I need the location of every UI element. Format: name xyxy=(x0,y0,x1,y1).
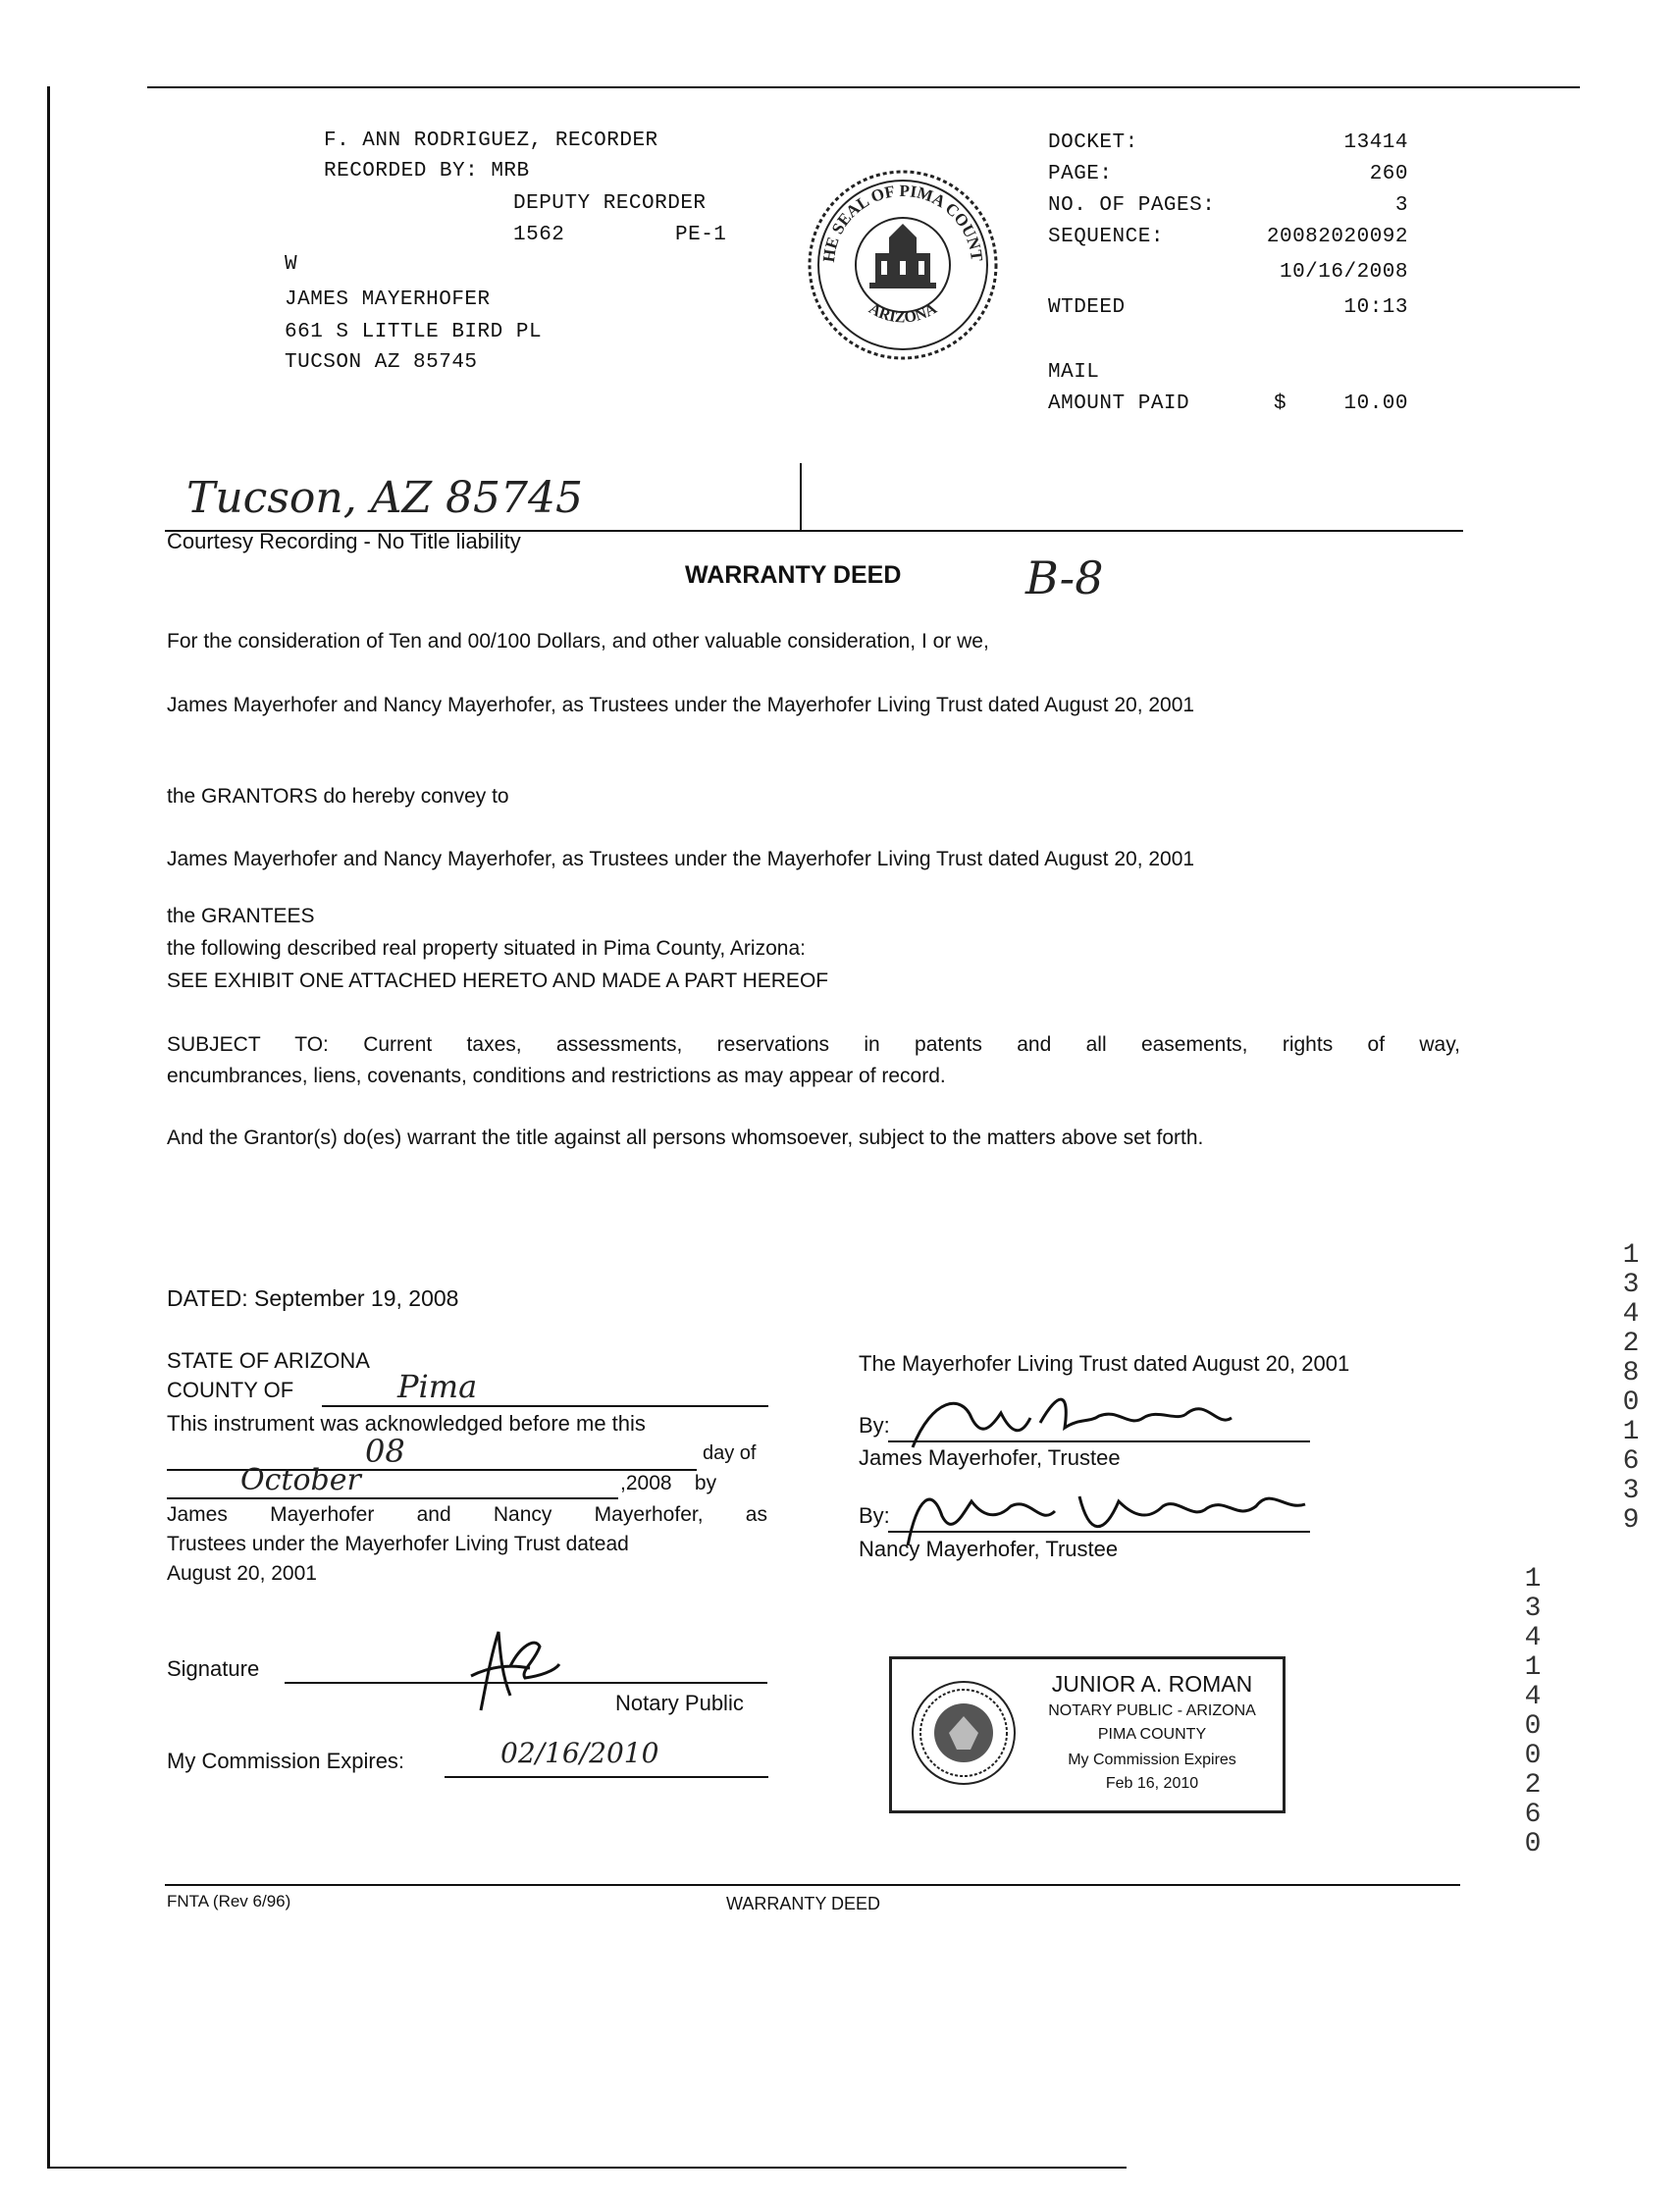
mail-to-street: 661 S LITTLE BIRD PL xyxy=(285,321,543,343)
notary-stamp xyxy=(889,1656,1286,1813)
subject-to-line-2: encumbrances, liens, covenants, conditions and restrictions as may appear of record. xyxy=(167,1065,946,1087)
side-number-bottom: 13414 00260 xyxy=(1524,1564,1542,1859)
by-label-1: By: xyxy=(859,1413,890,1438)
year-by-label: ,2008 by xyxy=(620,1472,717,1494)
commission-label: My Commission Expires: xyxy=(167,1749,405,1773)
grantees-names: James Mayerhofer and Nancy Mayerhofer, as Trustees under the Mayerhofer Living Trust dated August 20, 2001 xyxy=(167,848,1195,870)
by-label-2: By: xyxy=(859,1503,890,1528)
month-line xyxy=(167,1497,618,1499)
commission-handwritten: 02/16/2010 xyxy=(500,1737,659,1769)
mail-to-name: JAMES MAYERHOFER xyxy=(285,288,491,311)
footer-form-code: FNTA (Rev 6/96) xyxy=(167,1892,291,1910)
recorder-name: F. ANN RODRIGUEZ, RECORDER xyxy=(324,130,658,152)
signer-1-name: James Mayerhofer, Trustee xyxy=(859,1445,1121,1470)
notary-stamp-seal xyxy=(910,1679,1018,1787)
signature-label: Signature xyxy=(167,1656,260,1681)
amount-value: 10.00 xyxy=(1343,392,1408,415)
day-of-label: day of xyxy=(703,1442,757,1464)
month-handwritten: October xyxy=(240,1463,361,1497)
state-of-arizona: STATE OF ARIZONA xyxy=(167,1348,370,1373)
stamp-line-1: NOTARY PUBLIC - ARIZONA xyxy=(1048,1702,1256,1719)
document-type: WTDEED xyxy=(1048,296,1126,319)
pima-county-seal xyxy=(805,167,1001,363)
side-number-top: 13428 01639 xyxy=(1622,1240,1640,1536)
recorded-date: 10/16/2008 xyxy=(1279,261,1408,284)
courtesy-note: Courtesy Recording - No Title liability xyxy=(167,529,521,553)
mail-to-city: TUCSON AZ 85745 xyxy=(285,351,478,374)
page-bottom-border xyxy=(47,2167,1127,2169)
grantors-names: James Mayerhofer and Nancy Mayerhofer, as Trustees under the Mayerhofer Living Trust dated August 20, 2001 xyxy=(167,694,1195,716)
instrument-text: This instrument was acknowledged before me this xyxy=(167,1411,646,1436)
footer-title: WARRANTY DEED xyxy=(726,1894,881,1913)
page-value: 260 xyxy=(1369,163,1408,185)
county-of-label: COUNTY OF xyxy=(167,1378,294,1402)
trust-name: The Mayerhofer Living Trust dated August 20, 2001 xyxy=(859,1351,1350,1376)
seal-top-text: HE SEAL OF PIMA COUNT xyxy=(818,181,987,264)
docket-label: DOCKET: xyxy=(1048,131,1138,154)
amount-currency: $ xyxy=(1274,392,1287,415)
pages-value: 3 xyxy=(1394,194,1408,217)
mail-label: MAIL xyxy=(1048,361,1100,384)
stamp-line-3: My Commission Expires xyxy=(1068,1752,1236,1768)
dated-line: DATED: September 19, 2008 xyxy=(167,1285,459,1311)
subject-to-line-1: SUBJECT TO: Current taxes, assessments, reservations in patents and all easements, rights of way, xyxy=(167,1033,1460,1056)
exhibit-text: SEE EXHIBIT ONE ATTACHED HERETO AND MADE A PART HEREOF xyxy=(167,969,829,992)
deputy-recorder: DEPUTY RECORDER xyxy=(513,192,707,215)
handwritten-city: Tucson, AZ 85745 xyxy=(186,473,584,523)
consideration-text: For the consideration of Ten and 00/100 Dollars, and other valuable consideration, I or we, xyxy=(167,630,989,653)
day-handwritten: 08 xyxy=(365,1433,405,1470)
county-handwritten: Pima xyxy=(397,1368,478,1405)
handwritten-reference: B-8 xyxy=(1025,551,1104,604)
page-left-border xyxy=(47,86,50,2167)
ack-names-line-2: Trustees under the Mayerhofer Living Trust datead xyxy=(167,1533,629,1555)
amount-label: AMOUNT PAID xyxy=(1048,392,1190,415)
notary-signature xyxy=(442,1617,579,1725)
recorded-time: 10:13 xyxy=(1343,296,1408,319)
ack-names-line-1: James Mayerhofer and Nancy Mayerhofer, as xyxy=(167,1503,767,1526)
recorder-code-2: PE-1 xyxy=(675,224,727,246)
county-line xyxy=(322,1405,768,1407)
signer-2-name: Nancy Mayerhofer, Trustee xyxy=(859,1537,1119,1561)
docket-value: 13414 xyxy=(1343,131,1408,154)
grantees-label: the GRANTEES xyxy=(167,905,315,927)
notary-public-label: Notary Public xyxy=(615,1691,744,1715)
convey-text: the GRANTORS do hereby convey to xyxy=(167,785,509,808)
ack-names-line-3: August 20, 2001 xyxy=(167,1562,317,1585)
seal-building-icon xyxy=(869,224,936,288)
sequence-value: 20082020092 xyxy=(1266,226,1408,248)
stamp-line-4: Feb 16, 2010 xyxy=(1105,1775,1199,1792)
stamp-name: JUNIOR A. ROMAN xyxy=(1051,1671,1253,1697)
recorder-code-1: 1562 xyxy=(513,224,565,246)
seal-bottom-text: ARIZONA xyxy=(866,300,940,327)
svg-text:ARIZONA xyxy=(866,300,940,327)
footer-rule xyxy=(165,1884,1460,1886)
stamp-line-2: PIMA COUNTY xyxy=(1097,1726,1207,1743)
page-top-border xyxy=(147,86,1580,88)
page-label: PAGE: xyxy=(1048,163,1113,185)
document-title: WARRANTY DEED xyxy=(685,561,902,589)
courtesy-divider-vertical xyxy=(800,463,802,532)
pages-label: NO. OF PAGES: xyxy=(1048,194,1216,217)
recorded-by: RECORDED BY: MRB xyxy=(324,160,530,183)
w-mark: W xyxy=(285,253,298,276)
commission-line xyxy=(445,1776,768,1778)
sequence-label: SEQUENCE: xyxy=(1048,226,1164,248)
property-text: the following described real property situated in Pima County, Arizona: xyxy=(167,937,806,960)
warrant-text: And the Grantor(s) do(es) warrant the title against all persons whomsoever, subject to the matters above set forth. xyxy=(167,1126,1204,1149)
